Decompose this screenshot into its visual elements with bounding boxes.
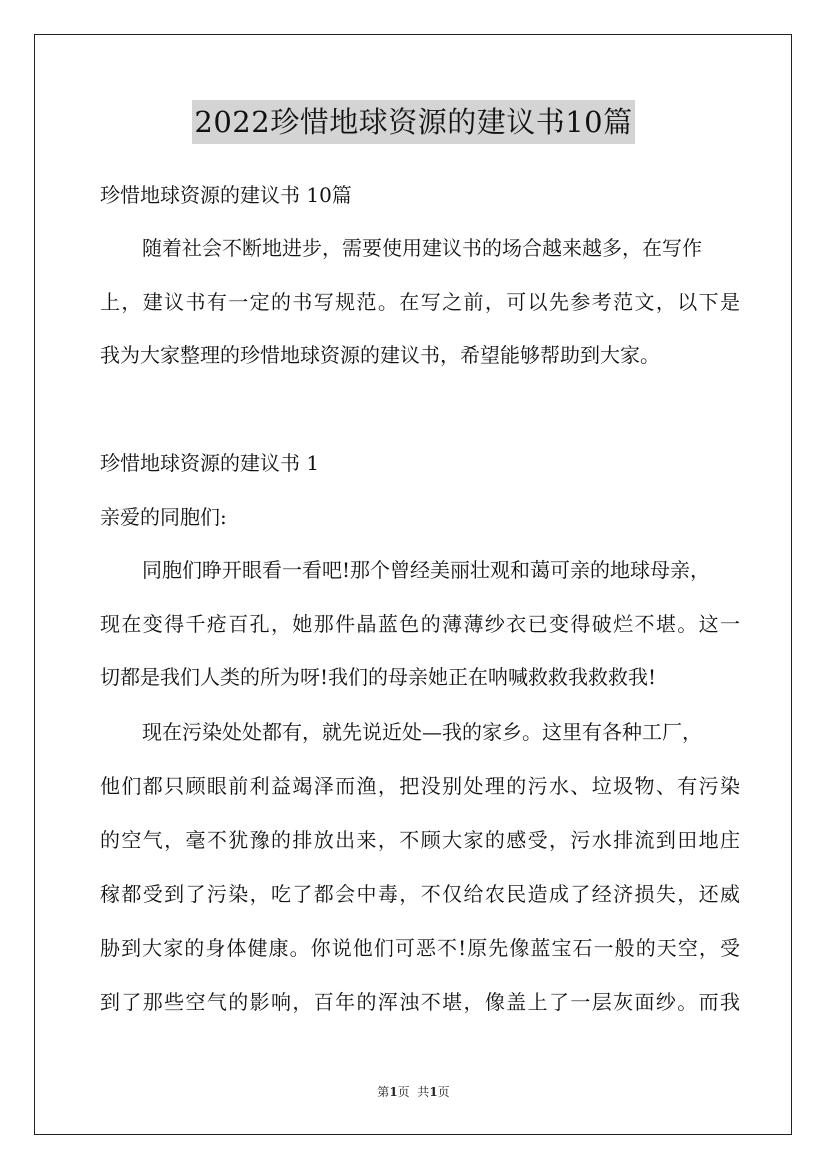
salutation: 亲爱的同胞们: <box>100 505 227 529</box>
intro-line-1: 随着社会不断地进步，需要使用建议书的场合越来越多，在写作 <box>142 236 702 260</box>
paragraph2-line-3: 的空气，毫不犹豫的排放出来，不顾大家的感受，污水排流到田地庄 <box>100 828 740 852</box>
footer-label-post: 页 <box>437 1085 450 1099</box>
paragraph1-line-2: 现在变得千疮百孔，她那件晶蓝色的薄薄纱衣已变得破烂不堪。这一 <box>100 612 740 636</box>
paragraph2-line-2: 他们都只顾眼前利益竭泽而渔，把没别处理的污水、垃圾物、有污染 <box>100 774 740 798</box>
document-title: 2022珍惜地球资源的建议书10篇 <box>192 100 634 144</box>
intro-line-3: 我为大家整理的珍惜地球资源的建议书，希望能够帮助到大家。 <box>100 343 660 367</box>
footer-page-total: 1 <box>429 1085 438 1099</box>
paragraph2-line-6: 到了那些空气的影响，百年的浑浊不堪，像盖上了一层灰面纱。而我 <box>100 990 740 1014</box>
section-heading: 珍惜地球资源的建议书 1 <box>100 451 320 475</box>
page-footer <box>0 1083 827 1100</box>
paragraph1-line-3: 切都是我们人类的所为呀!我们的母亲她正在呐喊救救我救救我! <box>100 665 657 689</box>
footer-page-number: 1 <box>389 1085 398 1099</box>
document-subtitle: 珍惜地球资源的建议书 10篇 <box>100 183 352 207</box>
title-container <box>0 100 827 144</box>
footer-label-pre: 第 <box>377 1085 390 1099</box>
intro-line-2: 上，建议书有一定的书写规范。在写之前，可以先参考范文，以下是 <box>100 290 740 314</box>
footer-label-mid: 页 共 <box>397 1085 430 1099</box>
paragraph2-line-4: 稼都受到了污染，吃了都会中毒，不仅给农民造成了经济损失，还威 <box>100 882 740 906</box>
paragraph1-line-1: 同胞们睁开眼看一看吧!那个曾经美丽壮观和蔼可亲的地球母亲， <box>142 558 711 582</box>
paragraph2-line-1: 现在污染处处都有，就先说近处—我的家乡。这里有各种工厂， <box>142 720 702 744</box>
paragraph2-line-5: 胁到大家的身体健康。你说他们可恶不!原先像蓝宝石一般的天空，受 <box>100 936 740 960</box>
